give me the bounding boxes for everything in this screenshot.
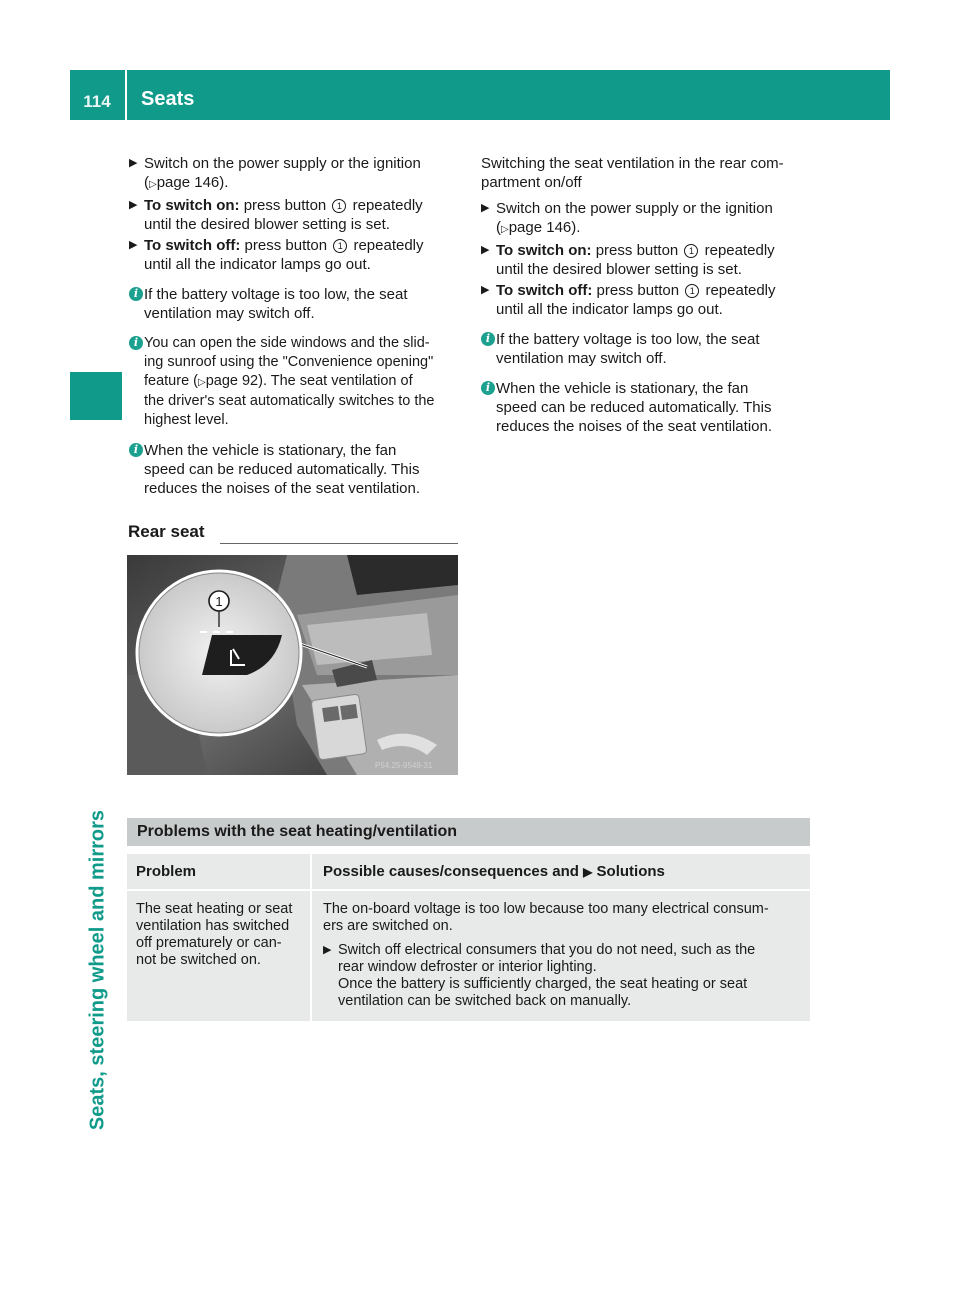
solution-step: ▶ Switch off electrical consumers that you do not need, such as the rear window defroster or interior lighting. Once the battery is sufficiently charged, the seat heating or seat ventilation can be switched back on manually.: [323, 942, 756, 1009]
heading-rule: [220, 543, 458, 544]
step-arrow-icon: ▶: [481, 284, 490, 296]
header-divider: [125, 70, 127, 120]
info-note-fan: i When the vehicle is stationary, the fan speed can be reduced automatically. This reduces the noises of the seat ventilation.: [129, 441, 464, 498]
step-switch-off: ▶ To switch off: press button 1 repeatedly until all the indicator lamps go out.: [481, 282, 776, 318]
section-marker: [70, 372, 122, 420]
page-number: 114: [83, 91, 111, 111]
problems-table: [127, 818, 810, 1021]
step-arrow-icon: ▶: [481, 202, 490, 214]
page-ref-link[interactable]: page 146).: [508, 219, 581, 236]
step-switch-off: ▶ To switch off: press button 1 repeatedly until all the indicator lamps go out.: [129, 237, 424, 273]
info-icon: i: [481, 332, 495, 346]
callout-1-icon: 1: [684, 244, 698, 258]
info-icon: i: [129, 443, 143, 457]
left-column: [129, 154, 464, 498]
page-ref-arrow-icon: ▷: [149, 179, 157, 190]
step-power-on: ▶ Switch on the power supply or the ignition (▷page 146).: [129, 155, 421, 191]
step-arrow-icon: ▶: [129, 239, 138, 251]
section-heading-rear-seat: Rear seat: [128, 522, 205, 541]
callout-label: 1: [215, 594, 223, 609]
info-icon: i: [481, 381, 495, 395]
step-switch-on: ▶ To switch on: press button 1 repeatedly until the desired blower setting is set.: [129, 197, 423, 233]
rear-seat-illustration: [127, 555, 458, 775]
table-title: Problems with the seat heating/ventilation: [127, 818, 810, 846]
callout-1-icon: 1: [333, 239, 347, 253]
page-ref-link[interactable]: page 146).: [156, 174, 229, 191]
step-arrow-icon: ▶: [129, 199, 138, 211]
info-icon: i: [129, 336, 143, 350]
step-arrow-icon: ▶: [481, 244, 490, 256]
page-title: Seats: [141, 88, 195, 110]
step-arrow-icon: ▶: [323, 944, 332, 956]
problem-cell: The seat heating or seat ventilation has switched off prematurely or can- not be switched on.: [127, 891, 312, 1021]
page-ref-arrow-icon: ▷: [501, 224, 509, 235]
column-header-solutions: Possible causes/consequences and ▶ Solutions: [323, 863, 665, 880]
info-note-battery: i If the battery voltage is too low, the seat ventilation may switch off.: [481, 330, 816, 368]
table-row: [127, 891, 810, 1021]
rear-ventilation-heading: Switching the seat ventilation in the rear com- partment on/off: [481, 155, 784, 191]
info-icon: i: [129, 287, 143, 301]
right-column: [481, 154, 816, 436]
info-note-convenience: i You can open the side windows and the slid- ing sunroof using the "Convenience opening" feature (▷page 92). The seat ventilation of the driver's seat automatically switches to the highest level.: [129, 334, 464, 430]
page-ref-link[interactable]: page 92). The seat ventilation of: [205, 373, 413, 389]
rear-seat-photo: [127, 555, 458, 775]
callout-1-icon: 1: [332, 199, 346, 213]
step-power-on: ▶ Switch on the power supply or the ignition (▷page 146).: [481, 200, 773, 236]
side-tab-label: Seats, steering wheel and mirrors: [86, 809, 109, 1131]
page-ref-arrow-icon: ▷: [198, 377, 206, 388]
step-switch-on: ▶ To switch on: press button 1 repeatedly until the desired blower setting is set.: [481, 242, 775, 278]
solution-cell: The on-board voltage is too low because too many electrical consum- ers are switched on. ▶ Switch off electrical consumers that you do not need, such as the rear window defroster or interior lighting. Once the battery is sufficiently charged, the seat heating or seat ventilation can be switched back on manually.: [312, 891, 810, 1021]
callout-1-icon: 1: [685, 284, 699, 298]
table-header-row: [127, 854, 810, 889]
side-tab: [88, 790, 108, 1150]
column-header-problem: Problem: [127, 854, 312, 889]
step-arrow-icon: ▶: [129, 157, 138, 169]
solution-arrow-icon: ▶: [583, 865, 593, 879]
info-note-battery: i If the battery voltage is too low, the seat ventilation may switch off.: [129, 285, 464, 323]
info-note-fan: i When the vehicle is stationary, the fan speed can be reduced automatically. This reduces the noises of the seat ventilation.: [481, 379, 816, 436]
image-code: P54.25-9548-31: [375, 761, 433, 770]
